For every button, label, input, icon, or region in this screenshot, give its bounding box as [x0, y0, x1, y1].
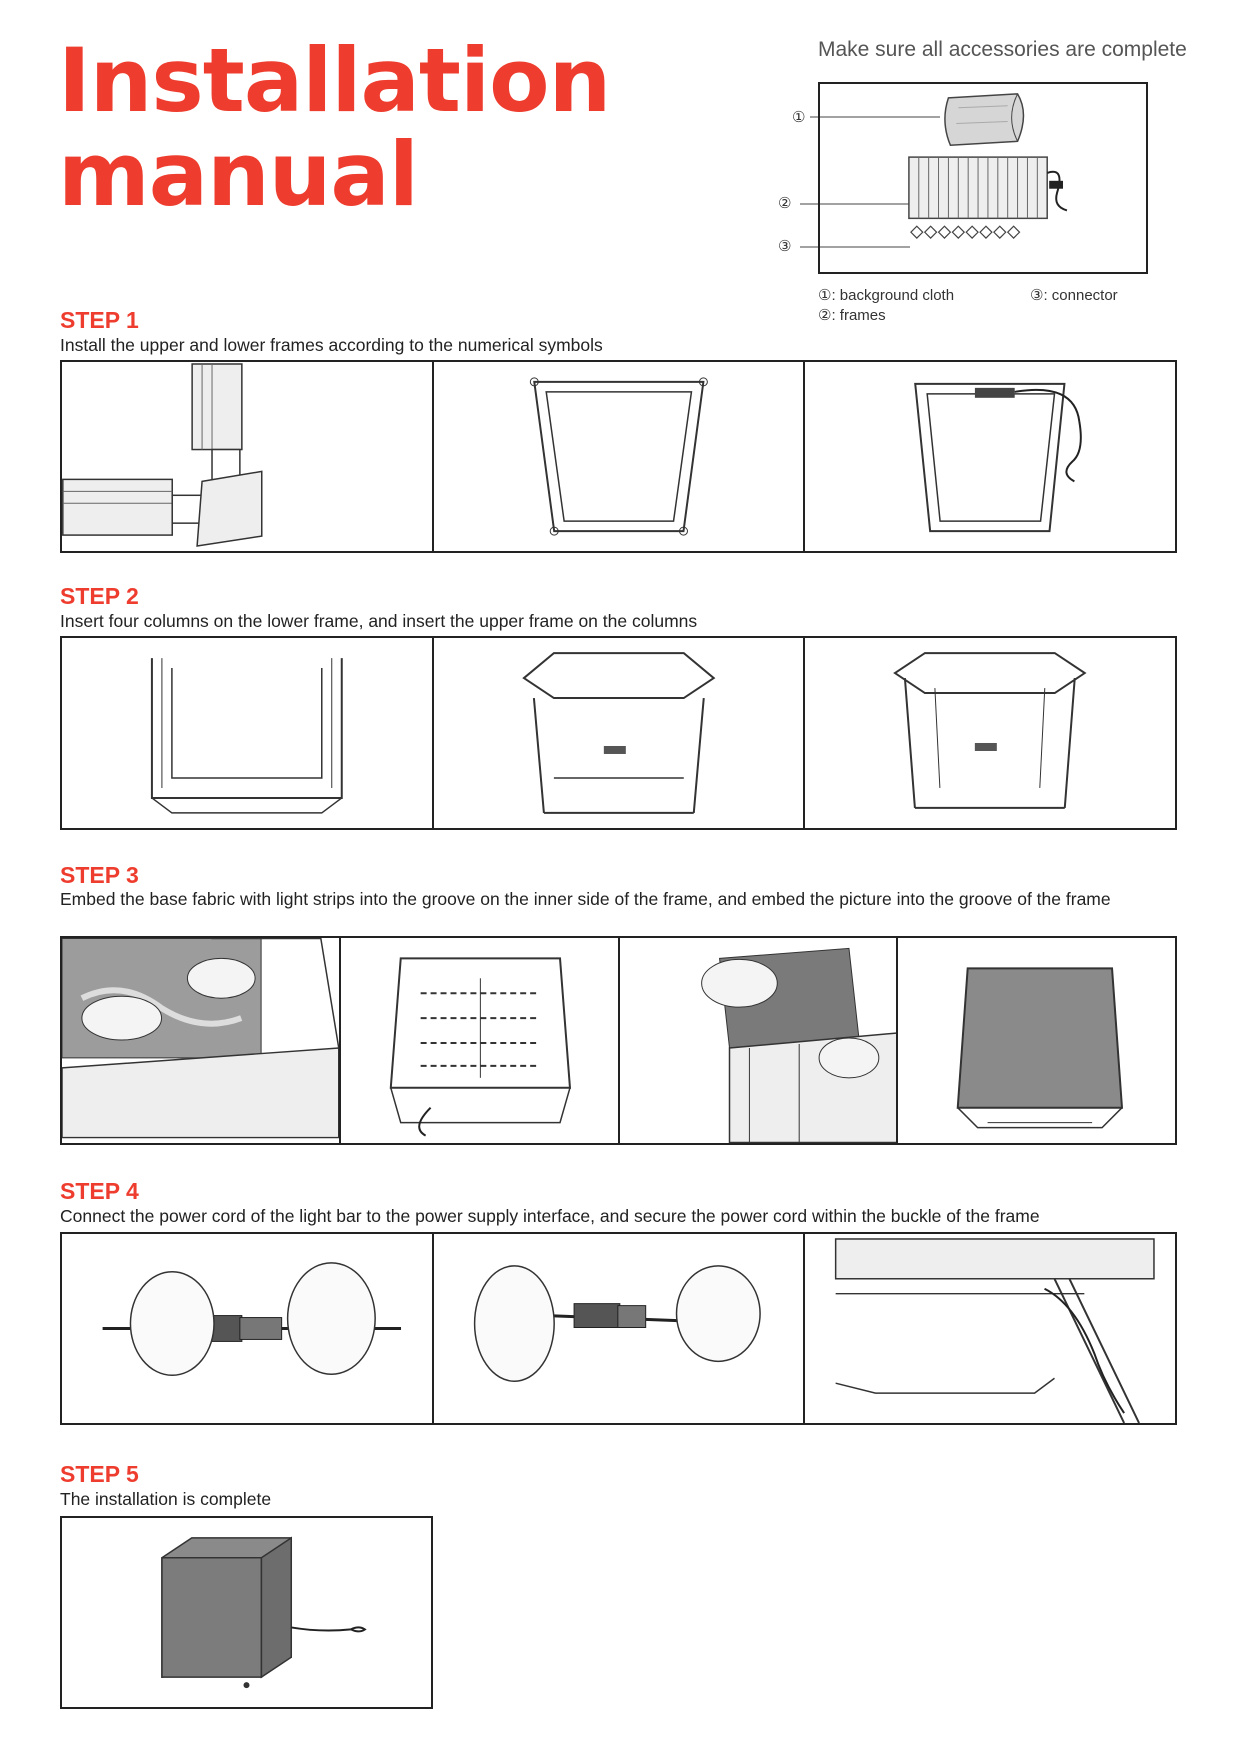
- step-5-panels: [60, 1516, 433, 1709]
- step-2-panel-2: [434, 638, 806, 828]
- step-3-panel-1: [62, 938, 341, 1143]
- step-3-panel-3: [620, 938, 899, 1143]
- picture-installed-illustration: [898, 938, 1175, 1143]
- step-2-panel-3: [805, 638, 1175, 828]
- step-3-title: STEP 3: [60, 862, 139, 888]
- frames-bundle-icon: [909, 157, 1067, 218]
- connectors-icon: [911, 226, 1020, 238]
- step-4-description: Connect the power cord of the light bar to the power supply interface, and secure the power cord within the buckle of the frame: [60, 1206, 1040, 1226]
- secure-cord-in-buckle-illustration: [805, 1234, 1175, 1423]
- light-strips-in-frame-illustration: [341, 938, 618, 1143]
- step-2-description: Insert four columns on the lower frame, and insert the upper frame on the columns: [60, 611, 698, 631]
- step-2-panel-1: [62, 638, 434, 828]
- connect-power-cord-illustration: [62, 1234, 432, 1423]
- legend-item-frames: ②: frames: [818, 307, 886, 324]
- title-line-2: manual: [58, 123, 418, 226]
- step-4-panel-2: [434, 1234, 806, 1423]
- step-3-panels: [60, 936, 1177, 1145]
- step-3-panel-4: [898, 938, 1175, 1143]
- legend-item-background-cloth: ①: background cloth: [818, 287, 955, 304]
- embed-picture-illustration: [620, 938, 897, 1143]
- accessory-marker-1: ①: [792, 108, 806, 126]
- step-2-panels: [60, 636, 1177, 830]
- step-1-panel-1: [62, 362, 434, 551]
- step-2-title: STEP 2: [60, 583, 139, 609]
- connector-joined-illustration: [434, 1234, 804, 1423]
- background-cloth-icon: [945, 94, 1024, 145]
- completed-lightbox-illustration: [62, 1518, 431, 1707]
- lower-frame-assembled-illustration: [434, 362, 804, 551]
- accessory-marker-2: ②: [778, 194, 792, 212]
- step-4-title: STEP 4: [60, 1178, 139, 1204]
- title-line-1: Installation: [58, 29, 611, 132]
- accessory-marker-3: ③: [778, 237, 792, 255]
- step-5-panel-1: [62, 1518, 431, 1707]
- step-1-title: STEP 1: [60, 307, 139, 333]
- step-4-panel-3: [805, 1234, 1175, 1423]
- accessories-illustration: [818, 82, 1148, 274]
- columns-on-lower-frame-illustration: [62, 638, 432, 828]
- embed-base-fabric-illustration: [62, 938, 339, 1143]
- legend-item-connector: ③: connector: [1030, 287, 1118, 304]
- step-1-panel-3: [805, 362, 1175, 551]
- step-1-panel-2: [434, 362, 806, 551]
- upper-frame-on-columns-illustration: [434, 638, 804, 828]
- step-1-description: Install the upper and lower frames according to the numerical symbols: [60, 335, 603, 355]
- step-4-panel-1: [62, 1234, 434, 1423]
- step-5-title: STEP 5: [60, 1461, 139, 1487]
- step-3-description: Embed the base fabric with light strips into the groove on the inner side of the frame, and embed the picture into the groove of the frame: [60, 889, 1111, 909]
- frame-assembled-illustration: [805, 638, 1175, 828]
- step-5-description: The installation is complete: [60, 1489, 272, 1509]
- upper-frame-with-cable-illustration: [805, 362, 1175, 551]
- frame-corner-joint-illustration: [62, 362, 432, 551]
- step-4-panels: [60, 1232, 1177, 1425]
- step-1-panels: [60, 360, 1177, 553]
- accessories-heading: Make sure all accessories are complete: [818, 38, 1187, 61]
- page-title: [58, 29, 611, 226]
- step-3-panel-2: [341, 938, 620, 1143]
- accessories-drawing: [820, 84, 1146, 274]
